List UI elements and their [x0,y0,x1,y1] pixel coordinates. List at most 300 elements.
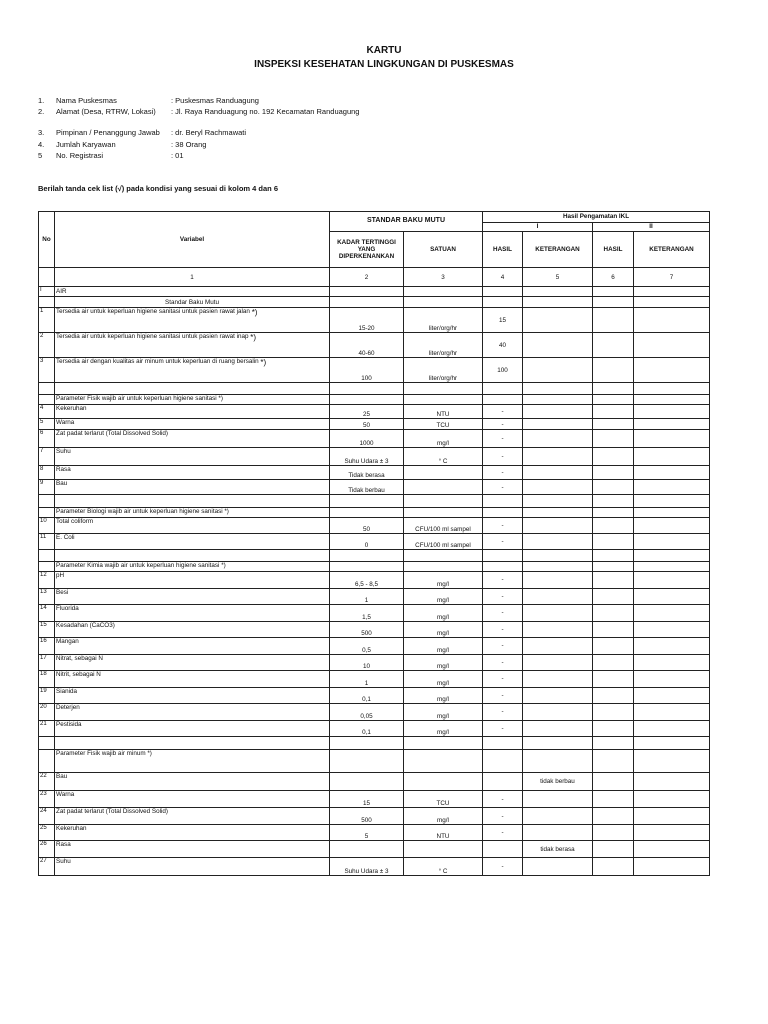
table-row [39,572,710,589]
keterangan-value[interactable] [523,825,593,841]
section-row [39,562,710,572]
header-hasil-2: HASIL [593,232,634,268]
keterangan-value-2[interactable] [634,534,710,550]
standard-value: Suhu Udara ± 3 [330,858,404,876]
header-no: No [39,212,55,268]
standard-value: 0,5 [330,638,404,655]
keterangan-value-2[interactable] [634,480,710,495]
result-value[interactable]: - [483,572,523,589]
table-row [39,638,710,655]
variable-cell [55,308,330,333]
variable-cell [55,654,330,671]
variable-label: Suhu [56,448,71,455]
table-row [39,534,710,550]
result-value[interactable]: - [483,638,523,655]
keterangan-value-2[interactable] [634,605,710,622]
keterangan-value[interactable] [523,808,593,825]
unit-value: TCU [404,419,483,430]
standard-value: 500 [330,808,404,825]
keterangan-value[interactable]: tidak berasa [523,841,593,858]
table-row [39,808,710,825]
subheader-row [39,297,710,308]
standard-value: 500 [330,621,404,638]
variable-label: Tersedia air untuk keperluan higiene sanitasi untuk pasien rawat jalan [56,308,250,315]
column-number: 2 [330,268,404,287]
standard-value: 100 [330,358,404,383]
table-row [39,621,710,638]
unit-value: mg/l [404,704,483,721]
keterangan-value[interactable] [523,333,593,358]
row-number: 24 [39,808,55,825]
standard-value: 50 [330,518,404,534]
standard-value: 0,05 [330,704,404,721]
variable-cell [55,858,330,876]
result-value-2[interactable] [593,308,634,333]
row-number: 17 [39,654,55,671]
keterangan-value-2[interactable] [634,841,710,858]
keterangan-value-2[interactable] [634,825,710,841]
document-title: KARTU [366,45,402,56]
info-label: No. Registrasi [56,151,104,160]
row-number: 12 [39,572,55,589]
result-value[interactable]: - [483,791,523,808]
standard-value: 0,1 [330,720,404,737]
standard-value: 1 [330,588,404,605]
variable-label: Warna [56,791,75,798]
result-value[interactable]: 40 [483,333,523,358]
section-label: Parameter Fisik wajib air untuk keperluan higiene sanitasi *) [55,395,330,405]
keterangan-value-2[interactable] [634,333,710,358]
variable-cell [55,720,330,737]
variable-label: Fluorida [56,605,79,612]
keterangan-value[interactable] [523,720,593,737]
result-value-2[interactable] [593,466,634,480]
variable-cell [55,808,330,825]
result-value[interactable]: - [483,605,523,622]
keterangan-value[interactable] [523,588,593,605]
row-number: 25 [39,825,55,841]
variable-cell [55,572,330,589]
unit-value [404,841,483,858]
result-value[interactable]: - [483,654,523,671]
result-value[interactable] [483,773,523,791]
row-number: 21 [39,720,55,737]
result-value[interactable]: 100 [483,358,523,383]
variable-cell [55,773,330,791]
result-value-2[interactable] [593,621,634,638]
table-row [39,704,710,721]
column-number: 1 [55,268,330,287]
keterangan-value[interactable] [523,518,593,534]
keterangan-value[interactable] [523,671,593,688]
unit-value: NTU [404,405,483,419]
unit-value: mg/l [404,605,483,622]
section-row [39,508,710,518]
header-keterangan-1: KETERANGAN [523,232,593,268]
standard-value: Tidak berbau [330,480,404,495]
keterangan-value[interactable] [523,621,593,638]
unit-value: ° C [404,448,483,466]
section-row [39,395,710,405]
table-row [39,448,710,466]
result-value[interactable]: - [483,466,523,480]
table-row [39,720,710,737]
result-value[interactable]: - [483,534,523,550]
row-number: 2 [39,333,55,358]
unit-value [404,773,483,791]
header-kadar: KADAR TERTINGGI YANG DIPERKENANKAN [330,232,404,268]
table-row [39,480,710,495]
header-hasil-ikl: Hasil Pengamatan IKL [483,212,710,223]
result-value-2[interactable] [593,358,634,383]
table-row [39,430,710,448]
table-row [39,333,710,358]
variable-label: Besi [56,588,69,596]
result-value[interactable]: - [483,430,523,448]
standard-value: 1000 [330,430,404,448]
keterangan-value[interactable] [523,430,593,448]
result-value-2[interactable] [593,405,634,419]
result-value[interactable]: - [483,588,523,605]
result-value-2[interactable] [593,448,634,466]
row-number: 19 [39,687,55,704]
row-number: 1 [39,308,55,333]
info-label: Pimpinan / Penanggung Jawab [56,128,160,137]
variable-label: Bau [56,773,68,780]
instruction-text: Berilah tanda cek list (√) pada kondisi yang sesuai di kolom 4 dan 6 [38,184,279,193]
variable-label: Total coliform [56,518,94,525]
variable-label: Sianida [56,687,78,695]
table-row [39,405,710,419]
result-value[interactable]: - [483,621,523,638]
variable-cell [55,605,330,622]
variable-label: Suhu [56,858,71,865]
blank-row [39,550,710,562]
keterangan-value-2[interactable] [634,588,710,605]
keterangan-value-2[interactable] [634,358,710,383]
row-number: 10 [39,518,55,534]
result-value[interactable]: - [483,518,523,534]
keterangan-value[interactable] [523,534,593,550]
row-number: 15 [39,621,55,638]
variable-label: Nitrat, sebagai N [56,654,103,662]
result-value-2[interactable] [593,572,634,589]
unit-value: NTU [404,825,483,841]
blank-row [39,495,710,508]
result-value-2[interactable] [593,704,634,721]
standard-value: 40-60 [330,333,404,358]
table-row [39,308,710,333]
header-ikl-2: II [593,223,710,232]
variable-label: Tersedia air untuk keperluan higiene sanitasi untuk pasien rawat inap [56,333,249,340]
result-value-2[interactable] [593,858,634,876]
info-value: : 38 Orang [171,140,207,149]
row-number: 23 [39,791,55,808]
table-row [39,791,710,808]
row-number: 27 [39,858,55,876]
result-value[interactable] [483,841,523,858]
keterangan-value-2[interactable] [634,773,710,791]
row-number: 22 [39,773,55,791]
unit-value [404,466,483,480]
variable-cell [55,358,330,383]
result-value[interactable]: - [483,480,523,495]
variable-label: Nitrit, sebagai N [56,671,101,678]
footnote-mark: *) [260,358,267,367]
variable-label: Zat padat terlarut (Total Dissolved Solid) [56,808,168,815]
result-value[interactable]: - [483,825,523,841]
variable-cell [55,534,330,550]
variable-cell [55,588,330,605]
info-value: : 01 [171,151,184,160]
keterangan-value[interactable] [523,480,593,495]
info-value: : Puskesmas Randuagung [171,96,259,105]
unit-value: liter/org/hr [404,308,483,333]
row-number: 4 [39,405,55,419]
keterangan-value-2[interactable] [634,518,710,534]
header-satuan: SATUAN [404,232,483,268]
info-label: Jumlah Karyawan [56,140,116,149]
standard-value: 15-20 [330,308,404,333]
unit-value: mg/l [404,687,483,704]
keterangan-value-2[interactable] [634,687,710,704]
standard-value [330,841,404,858]
keterangan-value-2[interactable] [634,671,710,688]
row-number: 5 [39,419,55,430]
result-value-2[interactable] [593,671,634,688]
info-number: 5 [38,151,43,160]
section-label: Parameter Biologi wajib air untuk keperluan higiene sanitasi *) [55,508,330,518]
unit-value: mg/l [404,720,483,737]
keterangan-value-2[interactable] [634,808,710,825]
keterangan-value[interactable] [523,654,593,671]
unit-value: TCU [404,791,483,808]
result-value[interactable]: - [483,419,523,430]
result-value-2[interactable] [593,773,634,791]
keterangan-value-2[interactable] [634,720,710,737]
header-keterangan-2: KETERANGAN [634,232,710,268]
table-row [39,687,710,704]
variable-cell [55,671,330,688]
row-number: 26 [39,841,55,858]
unit-value: mg/l [404,572,483,589]
keterangan-value-2[interactable] [634,466,710,480]
column-number: 7 [634,268,710,287]
variable-label: E. Coli [56,534,75,541]
result-value[interactable]: - [483,808,523,825]
result-value[interactable]: 15 [483,308,523,333]
result-value-2[interactable] [593,841,634,858]
keterangan-value-2[interactable] [634,572,710,589]
result-value-2[interactable] [593,808,634,825]
row-number: 9 [39,480,55,495]
keterangan-value-2[interactable] [634,419,710,430]
result-value[interactable]: - [483,671,523,688]
header-variabel: Variabel [55,212,330,268]
result-value-2[interactable] [593,791,634,808]
unit-value: liter/org/hr [404,333,483,358]
row-number: 18 [39,671,55,688]
result-value-2[interactable] [593,430,634,448]
result-value-2[interactable] [593,588,634,605]
keterangan-value[interactable] [523,405,593,419]
keterangan-value-2[interactable] [634,858,710,876]
table-row [39,358,710,383]
standard-value: Tidak berasa [330,466,404,480]
blank-row [39,737,710,750]
info-number: 4. [38,140,45,149]
variable-cell [55,841,330,858]
standard-value: 0 [330,534,404,550]
unit-value: CFU/100 ml sampel [404,534,483,550]
variable-label: Deterjen [56,704,80,711]
unit-value: liter/org/hr [404,358,483,383]
inspection-table [38,211,710,876]
keterangan-value-2[interactable] [634,430,710,448]
result-value-2[interactable] [593,333,634,358]
result-value-2[interactable] [593,825,634,841]
result-value[interactable]: - [483,448,523,466]
keterangan-value[interactable] [523,687,593,704]
variable-label: Mangan [56,638,79,645]
table-row [39,825,710,841]
header-hasil-1: HASIL [483,232,523,268]
info-label: Nama Puskesmas [56,96,117,105]
variable-cell [55,419,330,430]
row-number: 6 [39,430,55,448]
keterangan-value[interactable] [523,704,593,721]
column-number-row [39,268,710,287]
keterangan-value-2[interactable] [634,791,710,808]
result-value[interactable]: - [483,720,523,737]
variable-cell [55,791,330,808]
result-value-2[interactable] [593,419,634,430]
result-value[interactable]: - [483,687,523,704]
header-row [39,212,710,223]
result-value-2[interactable] [593,518,634,534]
result-value-2[interactable] [593,720,634,737]
variable-label: Zat padat terlarut (Total Dissolved Solid) [56,430,168,437]
table-row [39,466,710,480]
info-number: 2. [38,107,45,116]
standard-value: 15 [330,791,404,808]
variable-cell [55,704,330,721]
keterangan-value[interactable] [523,791,593,808]
result-value[interactable]: - [483,858,523,876]
section-label: AIR [55,287,330,297]
table-row [39,518,710,534]
keterangan-value-2[interactable] [634,638,710,655]
variable-cell [55,638,330,655]
variable-cell [55,825,330,841]
keterangan-value[interactable] [523,858,593,876]
keterangan-value-2[interactable] [634,448,710,466]
keterangan-value[interactable] [523,308,593,333]
section-row [39,750,710,773]
subheader-standar: Standar Baku Mutu [55,297,330,308]
row-number: 8 [39,466,55,480]
footnote-mark: *) [250,333,257,342]
table-row [39,841,710,858]
keterangan-value[interactable] [523,605,593,622]
variable-cell [55,466,330,480]
result-value-2[interactable] [593,534,634,550]
keterangan-value-2[interactable] [634,405,710,419]
keterangan-value[interactable]: tidak berbau [523,773,593,791]
result-value-2[interactable] [593,605,634,622]
keterangan-value-2[interactable] [634,308,710,333]
variable-cell [55,430,330,448]
variable-cell [55,518,330,534]
info-number: 3. [38,128,45,137]
variable-label: Kekeruhan [56,825,87,832]
keterangan-value[interactable] [523,358,593,383]
result-value[interactable]: - [483,405,523,419]
unit-value: CFU/100 ml sampel [404,518,483,534]
unit-value: mg/l [404,638,483,655]
unit-value [404,480,483,495]
row-number: 13 [39,588,55,605]
standard-value [330,773,404,791]
column-number: 4 [483,268,523,287]
standard-value: 6,5 - 8,5 [330,572,404,589]
variable-cell [55,621,330,638]
keterangan-value-2[interactable] [634,654,710,671]
standard-value: Suhu Udara ± 3 [330,448,404,466]
result-value-2[interactable] [593,687,634,704]
info-value: : Jl. Raya Randuagung no. 192 Kecamatan Randuagung [171,107,360,116]
standard-value: 0,1 [330,687,404,704]
result-value[interactable]: - [483,704,523,721]
keterangan-value-2[interactable] [634,704,710,721]
row-number: 14 [39,605,55,622]
info-label: Alamat (Desa, RTRW, Lokasi) [56,107,156,116]
keterangan-value[interactable] [523,638,593,655]
row-number: 11 [39,534,55,550]
result-value-2[interactable] [593,480,634,495]
footnote-mark: *) [251,308,258,317]
keterangan-value[interactable] [523,448,593,466]
table-row [39,773,710,791]
keterangan-value[interactable] [523,466,593,480]
variable-cell [55,687,330,704]
row-number: 7 [39,448,55,466]
row-number: 20 [39,704,55,721]
info-number: 1. [38,96,45,105]
keterangan-value[interactable] [523,419,593,430]
column-number: 3 [404,268,483,287]
keterangan-value-2[interactable] [634,621,710,638]
variable-label: Rasa [56,466,71,473]
variable-cell [55,448,330,466]
result-value-2[interactable] [593,638,634,655]
unit-value: mg/l [404,621,483,638]
variable-label: Warna [56,419,75,426]
row-number: 3 [39,358,55,383]
unit-value: mg/l [404,654,483,671]
standard-value: 1,5 [330,605,404,622]
result-value-2[interactable] [593,654,634,671]
standard-value: 25 [330,405,404,419]
variable-label: Tersedia air dengan kualitas air minum untuk keperluan di ruang bersalin [56,358,259,365]
table-row [39,858,710,876]
keterangan-value[interactable] [523,572,593,589]
unit-value: mg/l [404,671,483,688]
variable-label: Bau [56,480,68,487]
document-subtitle: INSPEKSI KESEHATAN LINGKUNGAN DI PUSKESMAS [254,59,514,70]
variable-label: Pestisida [56,720,82,728]
section-number: I [39,287,55,297]
